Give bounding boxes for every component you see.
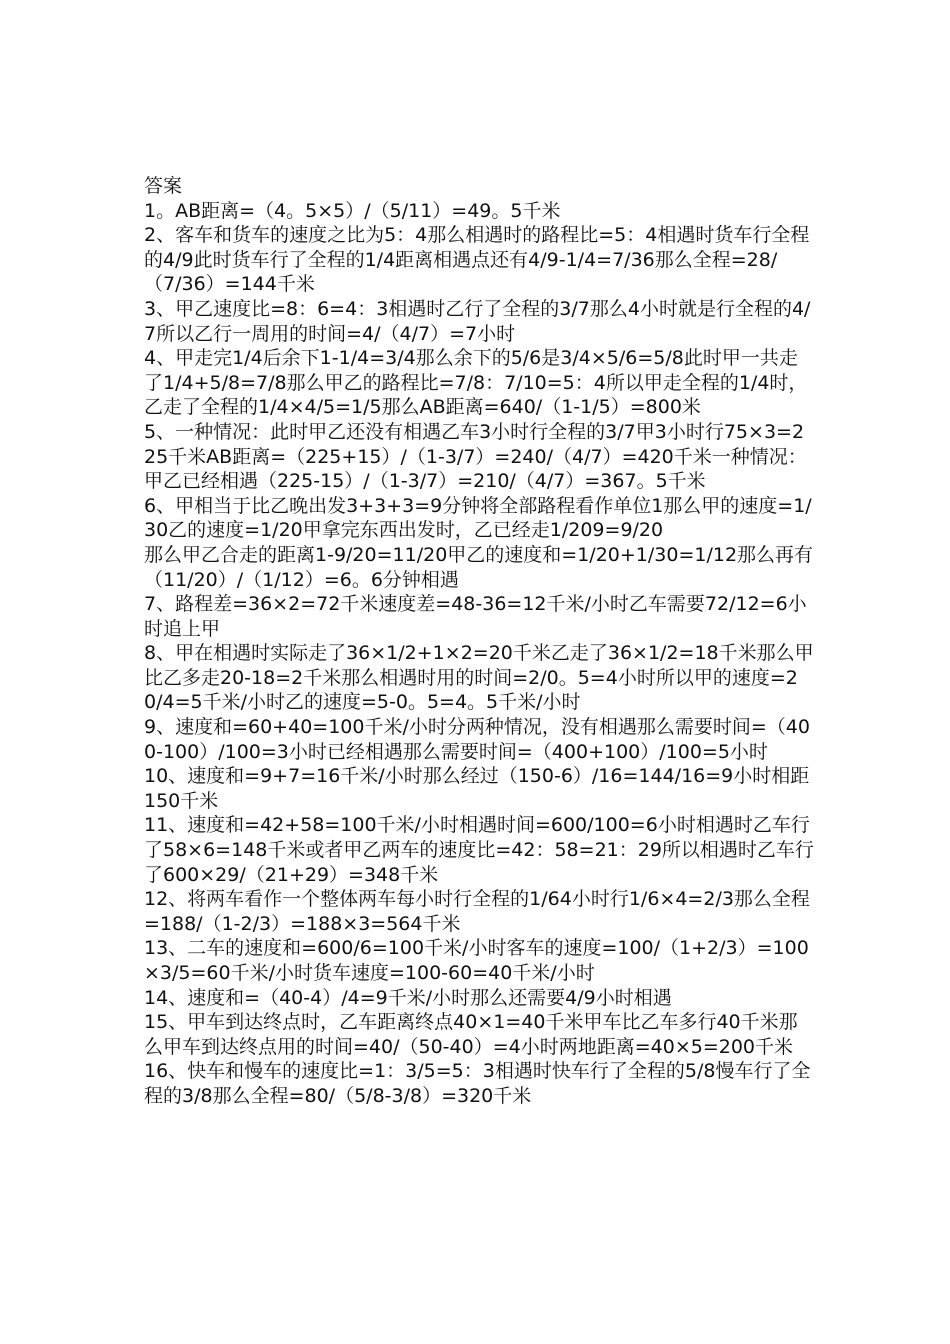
answer-12: 12、将两车看作一个整体两车每小时行全程的1/64小时行1/6×4=2/3那么全程=188/（1-2/3）=188×3=564千米 [144, 888, 810, 935]
answer-6: 6、甲相当于比乙晚出发3+3+3=9分钟将全部路程看作单位1那么甲的速度=1/30乙的速度=1/20甲拿完东西出发时，乙已经走1/209=9/20 [144, 494, 812, 542]
answer-16: 16、快车和慢车的速度比=1：3/5=5：3相遇时快车行了全程的5/8慢车行了全程的3/8那么全程=80/（5/8-3/8）=320千米 [144, 1060, 811, 1107]
answer-7: 7、路程差=36×2=72千米速度差=48-36=12千米/小时乙车需要72/12=6小时追上甲 [144, 593, 807, 640]
answer-5: 5、一种情况：此时甲乙还没有相遇乙车3小时行全程的3/7甲3小时行75×3=225千米AB距离=（225+15）/（1-3/7）=240/（4/7）=420千米一种情况：甲乙已经相遇（225-15）/（1-3/7）=210/（4/7）=367。5千米 [144, 420, 807, 493]
answer-section [144, 174, 814, 1109]
section-heading: 答案 [144, 175, 183, 197]
answer-9: 9、速度和=60+40=100千米/小时分两种情况，没有相遇那么需要时间=（400-100）/100=3小时已经相遇那么需要时间=（400+100）/100=5小时 [144, 716, 810, 763]
answer-1: 1。AB距离=（4。5×5）/（5/11）=49。5千米 [144, 199, 561, 222]
answer-8: 8、甲在相遇时实际走了36×1/2+1×2=20千米乙走了36×1/2=18千米那么甲比乙多走20-18=2千米那么相遇时用的时间=2/0。5=4小时所以甲的速度=20/4=5千米/小时乙的速度=5-0。5=4。5千米/小时 [144, 642, 814, 714]
answer-4: 4、甲走完1/4后余下1-1/4=3/4那么余下的5/6是3/4×5/6=5/8此时甲一共走了1/4+5/8=7/8那么甲乙的路程比=7/8：7/10=5：4所以甲走全程的1/4时，乙走了全程的1/4×4/5=1/5那么AB距离=640/（1-1/5）=800米 [144, 347, 808, 419]
answer-10: 10、速度和=9+7=16千米/小时那么经过（150-6）/16=144/16=9小时相距150千米 [144, 765, 810, 812]
answer-14: 14、速度和=（40-4）/4=9千米/小时那么还需要4/9小时相遇 [144, 986, 672, 1009]
answer-2: 2、客车和货车的速度之比为5：4那么相遇时的路程比=5：4相遇时货车行全程的4/9此时货车行了全程的1/4距离相遇点还有4/9-1/4=7/36那么全程=28/（7/36）=144千米 [144, 224, 810, 296]
answer-13: 13、二车的速度和=600/6=100千米/小时客车的速度=100/（1+2/3）=100×3/5=60千米/小时货车速度=100-60=40千米/小时 [144, 937, 809, 984]
answer-15: 15、甲车到达终点时，乙车距离终点40×1=40千米甲车比乙车多行40千米那么甲车到达终点用的时间=40/（50-40）=4小时两地距离=40×5=200千米 [144, 1011, 798, 1058]
answer-11: 11、速度和=42+58=100千米/小时相遇时间=600/100=6小时相遇时乙车行了58×6=148千米或者甲乙两车的速度比=42：58=21：29所以相遇时乙车行了600×29/（21+29）=348千米 [144, 814, 814, 886]
answer-3: 3、甲乙速度比=8：6=4：3相遇时乙行了全程的3/7那么4小时就是行全程的4/7所以乙行一周用的时间=4/（4/7）=7小时 [144, 297, 811, 345]
answer-6-continued: 那么甲乙合走的距离1-9/20=11/20甲乙的速度和=1/20+1/30=1/12那么再有（11/20）/（1/12）=6。6分钟相遇 [144, 543, 814, 591]
